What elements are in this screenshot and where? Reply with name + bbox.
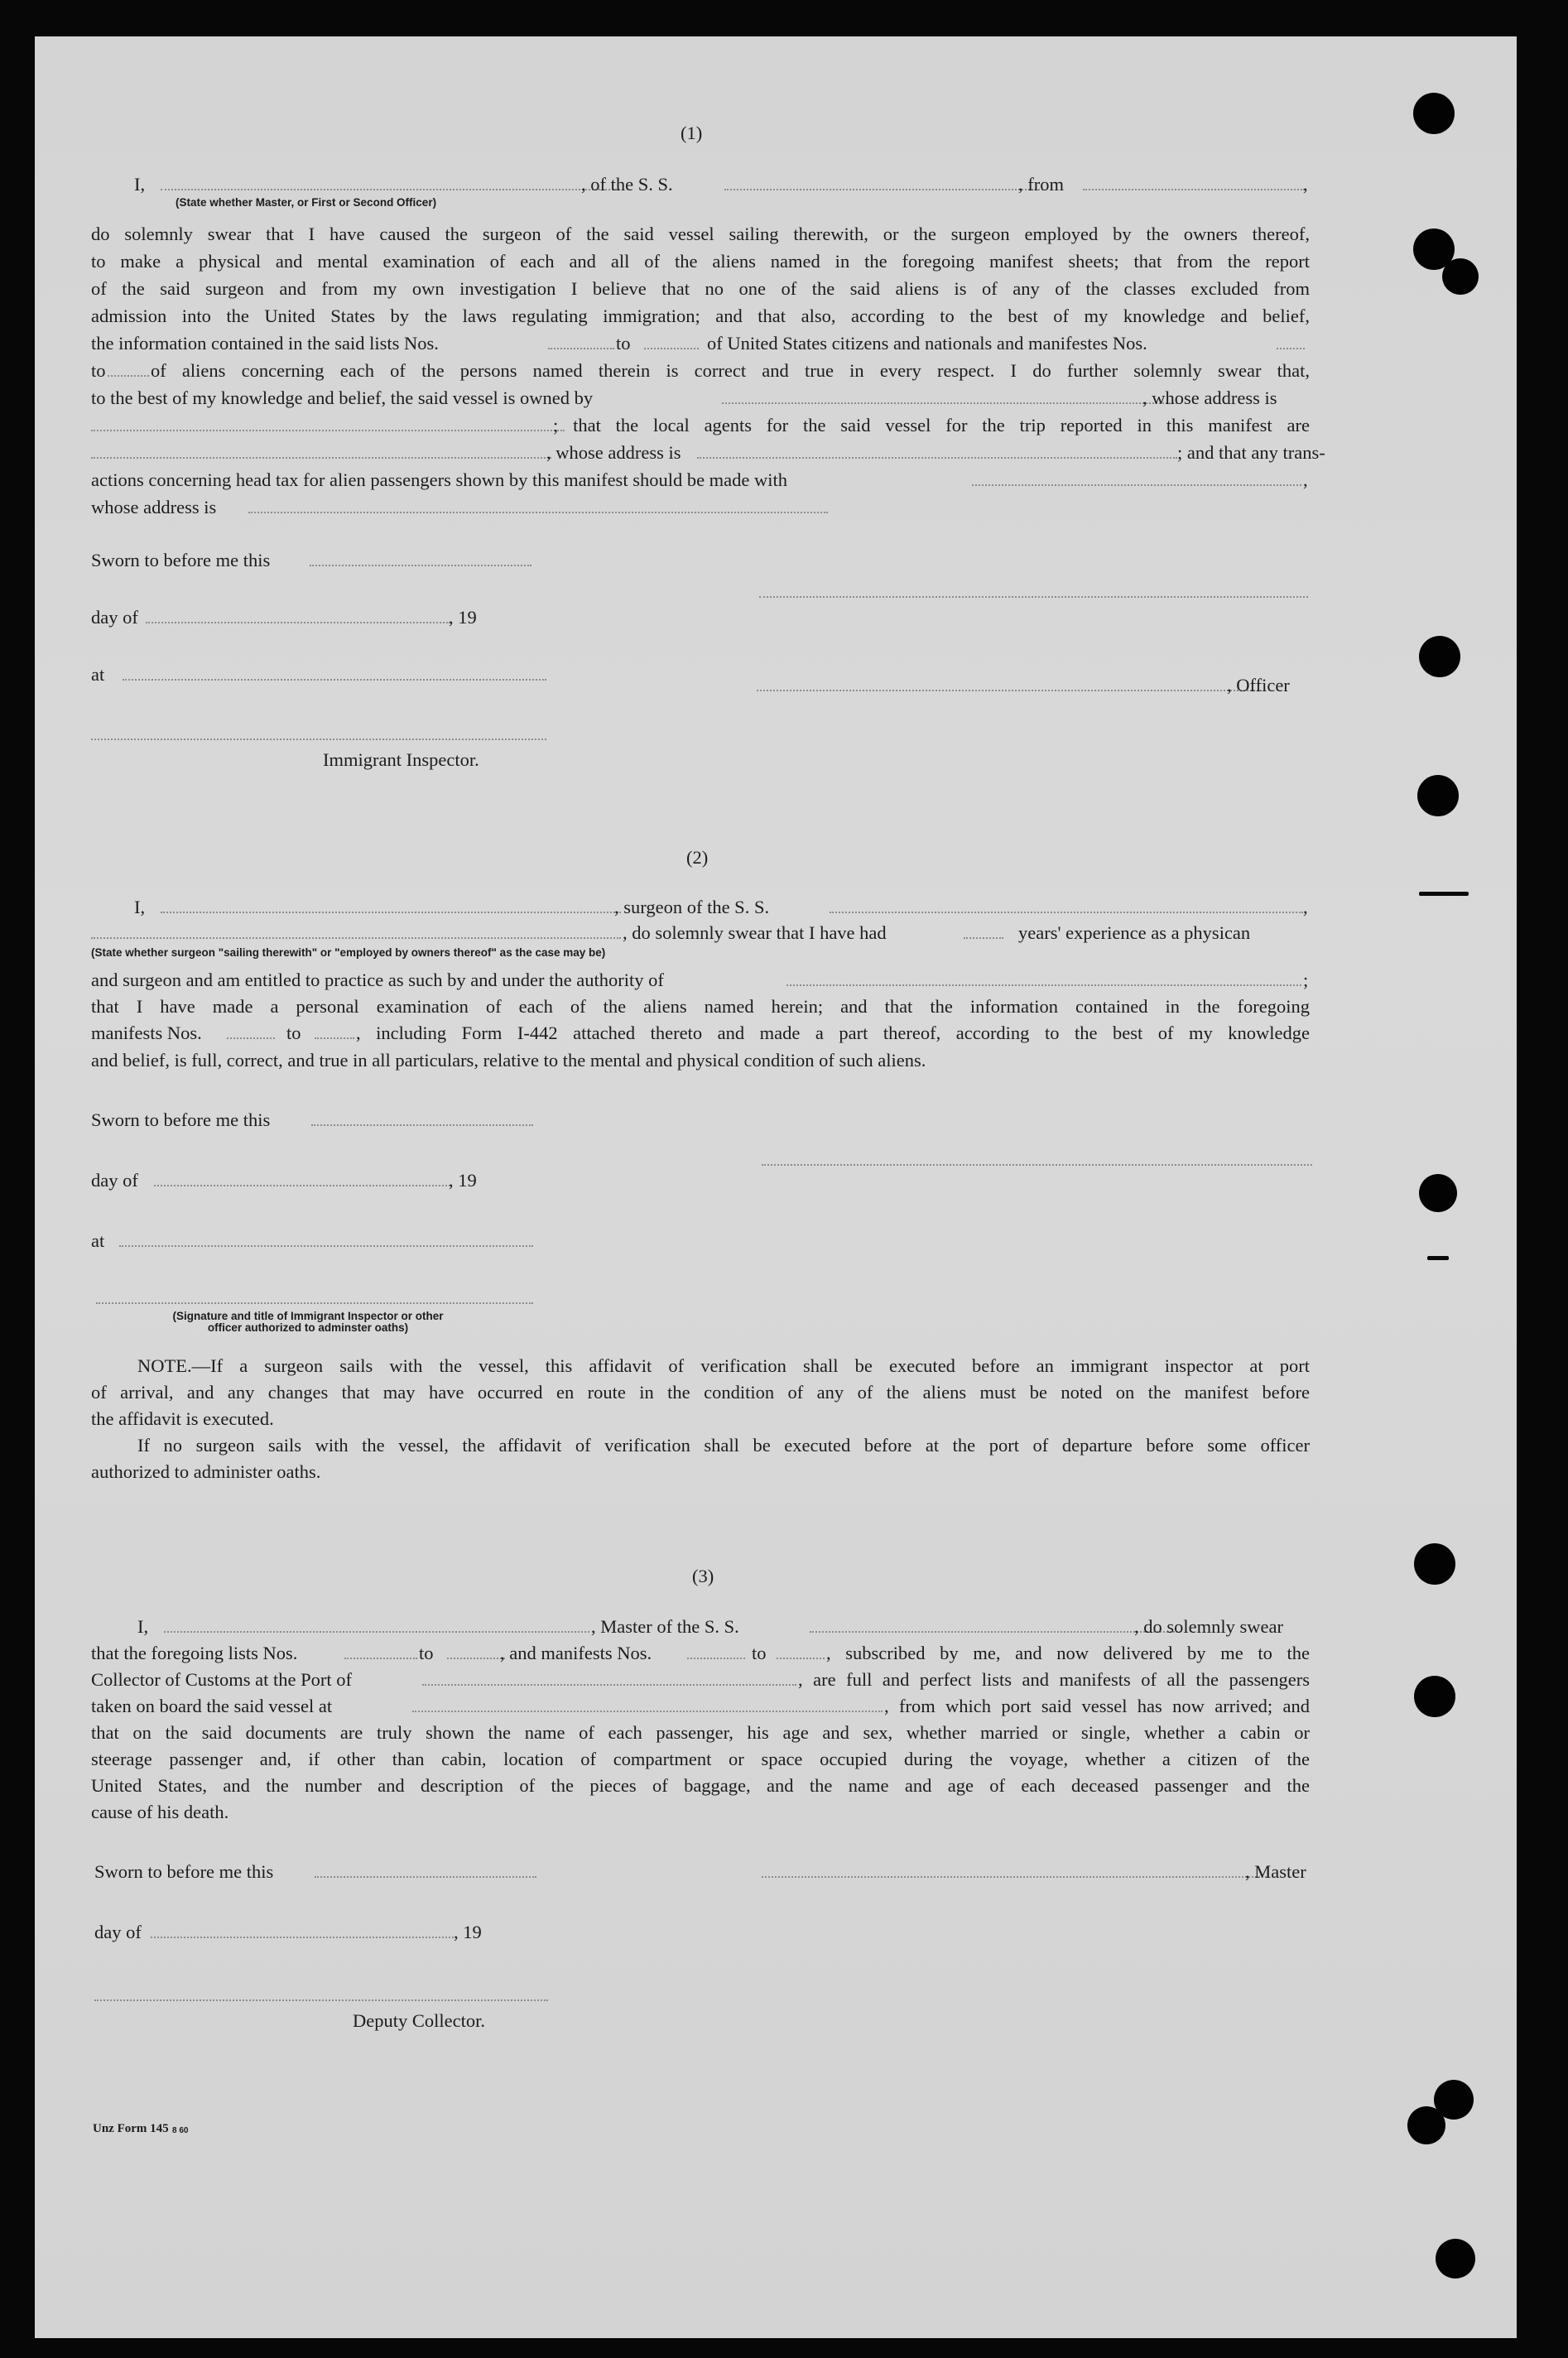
s1-officer-note: (State whether Master, or First or Second Officer)	[176, 196, 437, 209]
s2-authority-label: and surgeon and am entitled to practice as such by and under the authority of	[91, 970, 664, 990]
s2-para-line: that I have made a personal examination of each of the aliens named herein; and that the information contained in the foregoing	[91, 997, 1310, 1017]
s3-deputy-collector-label: Deputy Collector.	[353, 2010, 485, 2031]
s2-at-field[interactable]	[119, 1245, 533, 1247]
s2-line1-end: ,	[1303, 897, 1308, 917]
s2-sworn-field[interactable]	[311, 1124, 533, 1126]
s1-whose-address-label: whose address is	[91, 497, 217, 517]
s1-head-tax-field[interactable]	[972, 484, 1301, 486]
s1-manifests-label: of United States citizens and nationals and manifestes Nos.	[707, 333, 1147, 354]
s3-i-label: I,	[137, 1616, 149, 1637]
s3-sworn-label: Sworn to before me this	[94, 1861, 274, 1882]
s1-inspector-label: Immigrant Inspector.	[323, 749, 479, 770]
s1-lists-label: the information contained in the said lists Nos.	[91, 333, 439, 354]
form-id: Unz Form 145	[93, 2122, 169, 2135]
s2-to-label: to	[286, 1023, 301, 1043]
s2-para-line: and belief, is full, correct, and true in all particulars, relative to the mental and physical condition of such aliens.	[91, 1051, 926, 1071]
s2-signature-note: (Signature and title of Immigrant Inspector or other	[172, 1310, 444, 1322]
s1-agents-address-label: , whose address is	[546, 442, 681, 463]
s3-manifests-to-field[interactable]	[777, 1658, 825, 1659]
s3-para-line: that on the said documents are truly shown the name of each passenger, his age and sex, whether married or single, whether a cabin or	[91, 1723, 1310, 1743]
s1-para-line: do solemnly swear that I have caused the surgeon of the said vessel sailing therewith, or the surgeon employed by the owners thereof,	[91, 224, 1310, 244]
punch-hole	[1407, 2106, 1445, 2144]
s1-transactions-label: ; and that any trans-	[1177, 442, 1325, 463]
s3-swear-label: , do solemnly swear	[1134, 1616, 1283, 1637]
s1-signature-field[interactable]	[759, 596, 1308, 598]
punch-hole	[1419, 636, 1460, 677]
s1-to-label: to	[616, 333, 631, 354]
s2-note-line: If no surgeon sails with the vessel, the affidavit of verification shall be executed before at the port of departure before some officer	[137, 1435, 1310, 1456]
s3-to-label: to	[419, 1643, 434, 1663]
s1-owned-label: to the best of my knowledge and belief, the said vessel is owned by	[91, 387, 594, 408]
s1-line10-end: ,	[1303, 469, 1308, 490]
punch-hole	[1413, 93, 1455, 134]
s1-at-label: at	[91, 664, 105, 685]
s2-years-field[interactable]	[964, 937, 1003, 939]
s2-ship-name-field[interactable]	[830, 912, 1303, 913]
s3-deputy-collector-field[interactable]	[94, 1999, 548, 2001]
s1-i-label: I,	[134, 174, 146, 195]
s3-year-label: , 19	[454, 1922, 482, 1942]
s3-to-label-2: to	[752, 1643, 767, 1663]
s3-master-name-field[interactable]	[164, 1631, 589, 1633]
s2-surgeon-note: (State whether surgeon "sailing therewith" or "employed by owners thereof" as the case may be)	[91, 946, 606, 959]
s2-surgeon-ss-label: , surgeon of the S. S.	[614, 897, 770, 917]
s2-at-label: at	[91, 1230, 105, 1251]
s2-i-label: I,	[134, 897, 146, 917]
s1-address-label: , whose address is	[1142, 387, 1277, 408]
s1-at-field[interactable]	[123, 679, 546, 681]
s1-from-port-field[interactable]	[1083, 189, 1305, 190]
section-3-number: (3)	[692, 1566, 714, 1586]
s3-master-label: , Master	[1245, 1861, 1306, 1882]
s1-owner-address-field[interactable]	[91, 430, 565, 431]
s1-para-line: to make a physical and mental examination of each and all of the aliens named in the foregoing manifest sheets; that from the report	[91, 252, 1310, 272]
s3-delivered-label: , subscribed by me, and now delivered by me to the	[826, 1643, 1310, 1663]
punch-hole	[1442, 258, 1479, 295]
s3-lists-label: that the foregoing lists Nos.	[91, 1643, 298, 1663]
s3-full-lists-label: , are full and perfect lists and manifests of all the passengers	[798, 1669, 1310, 1690]
s1-para-line: admission into the United States by the laws regulating immigration; and that also, according to the best of my knowledge and belief,	[91, 306, 1310, 326]
s3-port-label: Collector of Customs at the Port of	[91, 1669, 352, 1690]
punch-hole	[1414, 1543, 1455, 1585]
s2-year-label: , 19	[449, 1170, 477, 1191]
s1-year-label: , 19	[449, 607, 477, 628]
s1-para-line: of the said surgeon and from my own investigation I believe that no one of the said aliens is of any of the classes excluded from	[91, 279, 1310, 299]
s2-surgeon-name-field[interactable]	[161, 912, 621, 913]
s2-years-label: years' experience as a physican	[1018, 922, 1251, 943]
s3-para-line: United States, and the number and description of the pieces of baggage, and the name and age of each deceased passenger and the	[91, 1776, 1310, 1796]
s1-lists-to-field[interactable]	[644, 348, 699, 349]
s2-manifests-to-field[interactable]	[315, 1037, 354, 1039]
s3-manifests-from-field[interactable]	[687, 1658, 745, 1659]
s3-day-field[interactable]	[151, 1937, 454, 1938]
s3-sworn-field[interactable]	[315, 1876, 536, 1878]
s3-ship-name-field[interactable]	[810, 1631, 1181, 1633]
s1-officer-field[interactable]	[757, 690, 1262, 691]
s2-manifests-from-field[interactable]	[227, 1037, 275, 1039]
section-1-number: (1)	[681, 123, 703, 143]
s1-sworn-label: Sworn to before me this	[91, 550, 271, 570]
s1-officer-label: , Officer	[1227, 675, 1290, 695]
s3-master-signature-field[interactable]	[762, 1876, 1267, 1878]
s1-aliens-line: of aliens concerning each of the persons named therein is correct and true in every respect. I do further solemnly swear that,	[151, 360, 1310, 381]
section-2-number: (2)	[686, 847, 709, 868]
s1-from-label: , from	[1018, 174, 1064, 195]
s1-agents-label: ; that the local agents for the said vessel for the trip reported in this manifest are	[553, 415, 1310, 436]
punch-hole	[1414, 1676, 1455, 1717]
edge-mark	[1427, 1256, 1449, 1260]
s1-officer-name-field[interactable]	[161, 189, 620, 190]
s2-sworn-label: Sworn to before me this	[91, 1109, 271, 1130]
s1-owner-field[interactable]	[722, 402, 1177, 404]
s1-agents-address-field[interactable]	[697, 457, 1177, 459]
s2-note-line: NOTE.—If a surgeon sails with the vessel, this affidavit of verification shall be executed before an immigrant inspector at port	[137, 1355, 1310, 1376]
s1-sworn-field[interactable]	[310, 565, 531, 566]
s3-arrived-label: , from which port said vessel has now arrived; and	[884, 1696, 1310, 1716]
s2-day-of-label: day of	[91, 1170, 138, 1191]
manifest-verification-form	[35, 36, 1517, 2338]
s1-day-field[interactable]	[146, 622, 450, 623]
punch-hole	[1417, 775, 1459, 816]
s2-authority-field[interactable]	[786, 984, 1301, 986]
s3-taken-on-board-label: taken on board the said vessel at	[91, 1696, 333, 1716]
s2-line3-end: ;	[1303, 970, 1309, 990]
s2-day-field[interactable]	[154, 1185, 450, 1186]
s1-of-ss-label: , of the S. S.	[581, 174, 673, 195]
s1-lists-from-field[interactable]	[548, 348, 614, 349]
s3-departure-port-field[interactable]	[412, 1711, 883, 1712]
s3-manifests-label: , and manifests Nos.	[500, 1643, 652, 1663]
s1-head-tax-label: actions concerning head tax for alien passengers shown by this manifest should be made with	[91, 469, 788, 490]
s1-line1-end: ,	[1303, 174, 1308, 195]
s1-manifests-to-field[interactable]	[108, 375, 149, 377]
s2-signature-note: officer authorized to adminster oaths)	[207, 1321, 409, 1334]
s2-note-line: of arrival, and any changes that may have occurred en route in the condition of any of the aliens must be noted on the manifest before	[91, 1383, 1310, 1403]
s2-note-line: the affidavit is executed.	[91, 1408, 274, 1429]
s2-manifests-label: manifests Nos.	[91, 1023, 202, 1043]
s1-inspector-field[interactable]	[91, 739, 546, 740]
s2-inspector-signature-field[interactable]	[96, 1302, 533, 1304]
s1-day-of-label: day of	[91, 607, 138, 628]
s2-form-line: , including Form I-442 attached thereto and made a part thereof, according to the best of my knowledge	[356, 1023, 1310, 1043]
s3-day-of-label: day of	[94, 1922, 142, 1942]
s3-master-ss-label: , Master of the S. S.	[591, 1616, 739, 1637]
s3-para-line: steerage passenger and, if other than cabin, location of compartment or space occupied during the voyage, whether a citizen of the	[91, 1749, 1310, 1769]
s3-lists-from-field[interactable]	[344, 1658, 417, 1659]
s1-agents-field[interactable]	[91, 457, 551, 459]
s3-para-line: cause of his death.	[91, 1802, 229, 1822]
s3-port-field[interactable]	[422, 1684, 796, 1686]
s1-to-label-2: to	[91, 360, 106, 381]
punch-hole	[1419, 1174, 1457, 1212]
s1-ship-name-field[interactable]	[724, 189, 1043, 190]
s2-surgeon-type-field[interactable]	[91, 937, 621, 939]
form-code: 8 60	[172, 2126, 189, 2135]
punch-hole	[1436, 2239, 1475, 2279]
s2-experience-label: , do solemnly swear that I have had	[623, 922, 887, 943]
s3-lists-to-field[interactable]	[447, 1658, 505, 1659]
s2-note-line: authorized to administer oaths.	[91, 1461, 321, 1482]
edge-mark	[1419, 892, 1469, 896]
s1-manifests-from-field[interactable]	[1277, 348, 1305, 349]
s1-head-tax-address-field[interactable]	[248, 512, 828, 513]
s2-signature-field[interactable]	[762, 1164, 1312, 1166]
